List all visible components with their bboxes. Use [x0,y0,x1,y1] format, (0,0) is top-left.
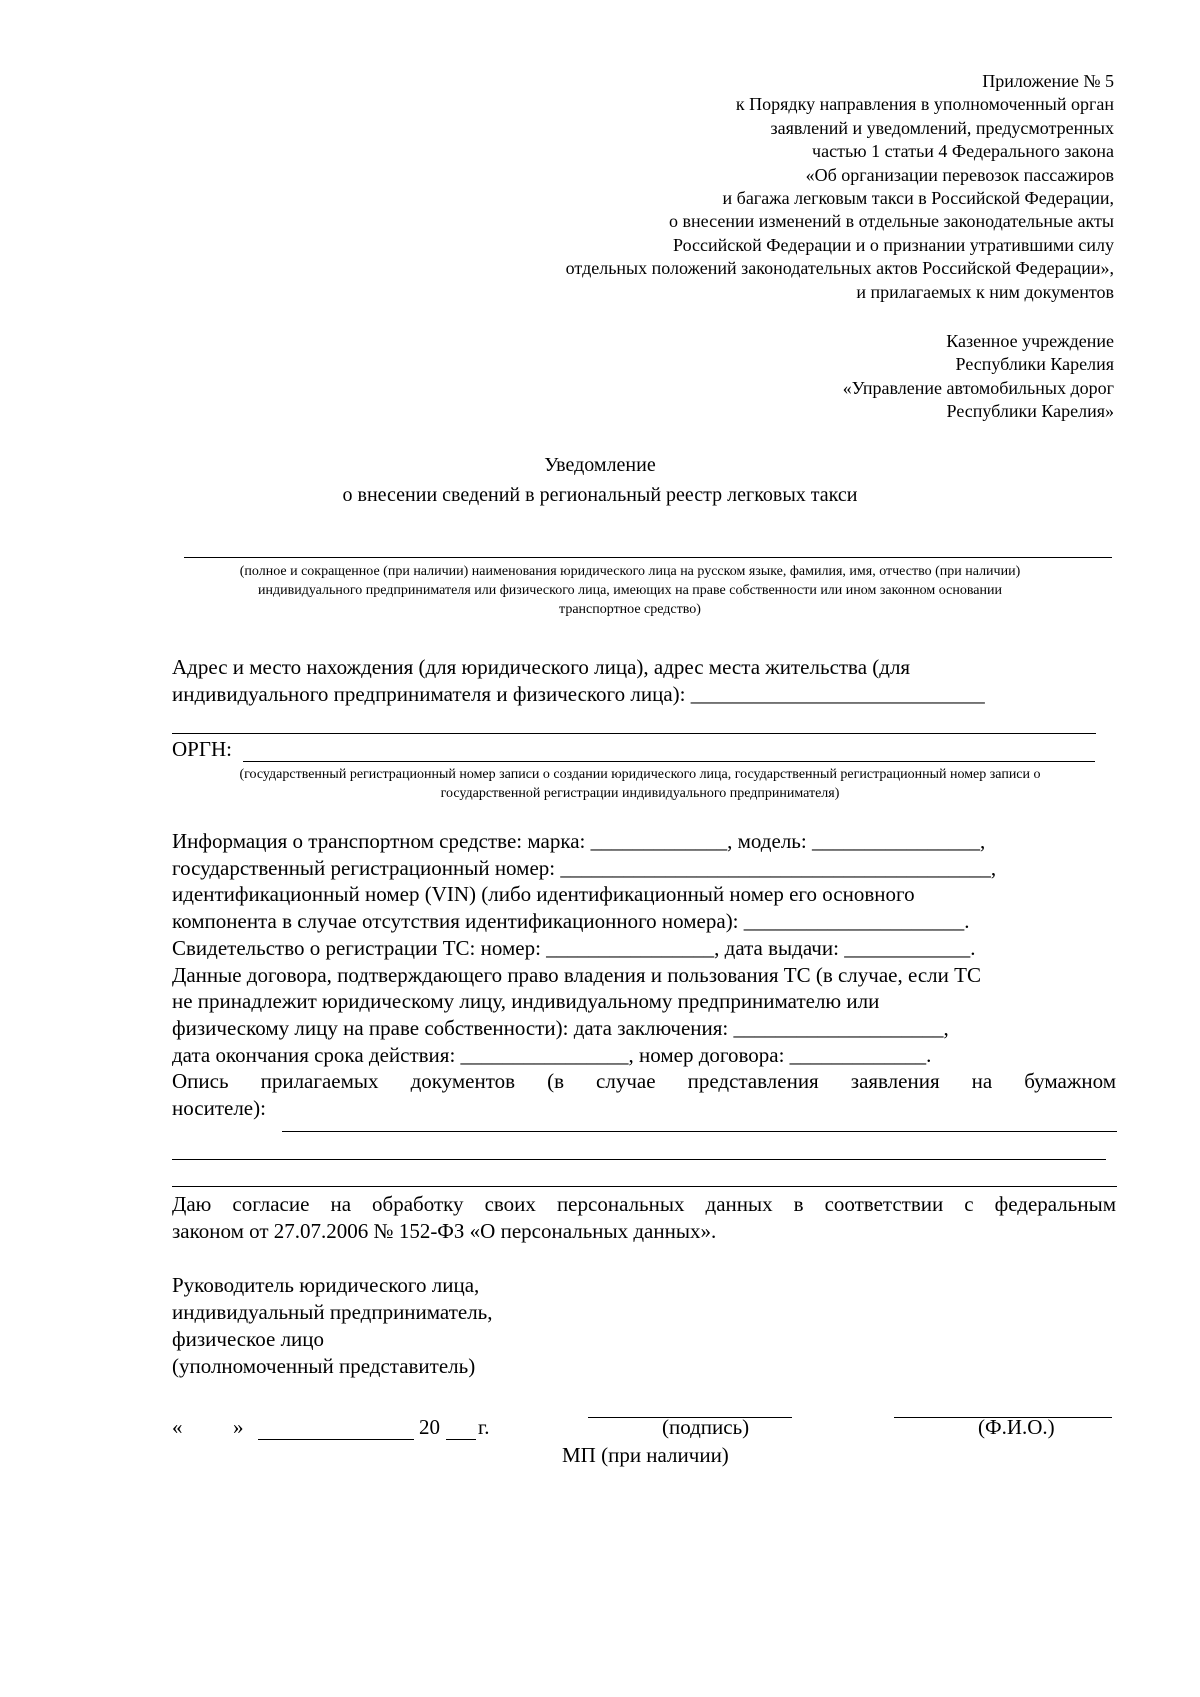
appendix-header [566,70,1114,304]
owner-note-line: индивидуального предпринимателя или физического лица, имеющих на праве собственности или ином законном основании [258,583,1002,598]
appendix-line: и багажа легковым такси в Российской Федерации, [722,188,1114,209]
signer-line: индивидуальный предприниматель, [172,1299,493,1324]
stamp-label: МП (при наличии) [562,1443,729,1467]
inventory-field-2[interactable] [172,1159,1106,1160]
appendix-line: Российской Федерации и о признании утратившими силу [673,234,1114,255]
date-quote-open: « [172,1415,183,1439]
vehicle-info-line: Свидетельство о регистрации ТС: номер: ________________, дата выдачи: ____________. [172,935,976,960]
vehicle-info-line: Информация о транспортном средстве: марка: _____________, модель: ________________, [172,829,986,853]
address-line-2: индивидуального предпринимателя и физического лица): ____________________________ [172,682,985,706]
owner-field-note [150,562,1110,619]
signer-block [172,1272,493,1380]
ogrn-note-line: (государственный регистрационный номер записи о создании юридического лица, государственный регистрационный номер записи о [239,767,1041,782]
vehicle-info-line: не принадлежит юридическому лицу, индивидуальному предпринимателю или [172,989,880,1014]
appendix-line: заявлений и уведомлений, предусмотренных [770,117,1114,138]
date-year-field[interactable] [446,1439,476,1440]
ogrn-note [150,765,1130,803]
address-field-continuation[interactable] [172,733,1096,734]
inventory-field-1[interactable] [282,1131,1117,1132]
owner-name-field[interactable] [184,557,1112,558]
consent-block [172,1191,1116,1244]
vehicle-info-line: идентификационный номер (VIN) (либо идентификационный номер его основного [172,882,915,907]
consent-line-1: Даю согласие на обработку своих персональных данных в соответствии с федеральным [172,1192,1116,1216]
ogrn-label: ОРГН: [172,737,232,761]
addressee-block [843,330,1114,424]
vehicle-info-line: Данные договора, подтверждающего право владения и пользования ТС (в случае, если ТС [172,962,981,987]
title-subtitle: о внесении сведений в региональный реестр легковых такси [342,484,858,506]
inventory-label: носителе): [172,1096,266,1121]
signer-line: Руководитель юридического лица, [172,1273,480,1297]
inventory-field-3[interactable] [172,1186,1117,1187]
vehicle-info-line: компонента в случае отсутствия идентификационного номера): _____________________. [172,909,970,934]
owner-note-line: (полное и сокращенное (при наличии) наименования юридического лица на русском языке, фамилия, имя, отчество (при наличии) [239,564,1021,579]
title-main: Уведомление [544,454,656,476]
appendix-line: о внесении изменений в отдельные законодательные акты [669,211,1114,232]
appendix-line: отдельных положений законодательных актов Российской Федерации», [565,258,1114,279]
date-quote-close: » [233,1415,244,1439]
appendix-line: «Об организации перевозок пассажиров [805,164,1114,185]
addressee-line: Республики Карелия [955,354,1114,375]
vehicle-info-line: физическому лицу на праве собственности): дата заключения: ____________________, [172,1015,949,1040]
ogrn-note-line: государственной регистрации индивидуального предпринимателя) [440,786,840,801]
addressee-line: Казенное учреждение [946,331,1114,351]
date-year-prefix: 20 [419,1415,440,1439]
full-name-caption: (Ф.И.О.) [978,1415,1055,1439]
address-line-1: Адрес и место нахождения (для юридического лица), адрес места жительства (для [172,655,911,679]
consent-line-2: законом от 27.07.2006 № 152-ФЗ «О персональных данных». [172,1218,717,1243]
appendix-line: Приложение № 5 [982,71,1114,91]
appendix-line: частью 1 статьи 4 Федерального закона [812,141,1114,162]
vehicle-info-line: дата окончания срока действия: ________________, номер договора: _____________. [172,1042,932,1067]
appendix-line: к Порядку направления в уполномоченный орган [735,94,1114,115]
signer-line: (уполномоченный представитель) [172,1353,476,1378]
addressee-line: Республики Карелия» [946,401,1114,422]
document-title [0,450,1200,510]
appendix-line: и прилагаемых к ним документов [856,281,1114,302]
vehicle-info-line: государственный регистрационный номер: _________________________________________, [172,855,997,880]
addressee-line: «Управление автомобильных дорог [842,377,1114,398]
date-year-suffix: г. [478,1415,490,1439]
owner-note-line: транспортное средство) [559,602,701,617]
signature-caption: (подпись) [662,1415,750,1439]
inventory-line: Опись прилагаемых документов (в случае представления заявления на бумажном [172,1069,1116,1094]
vehicle-info-block [172,828,1116,1122]
ogrn-field[interactable] [243,761,1095,762]
signer-line: физическое лицо [172,1326,325,1351]
date-month-field[interactable] [258,1439,414,1440]
